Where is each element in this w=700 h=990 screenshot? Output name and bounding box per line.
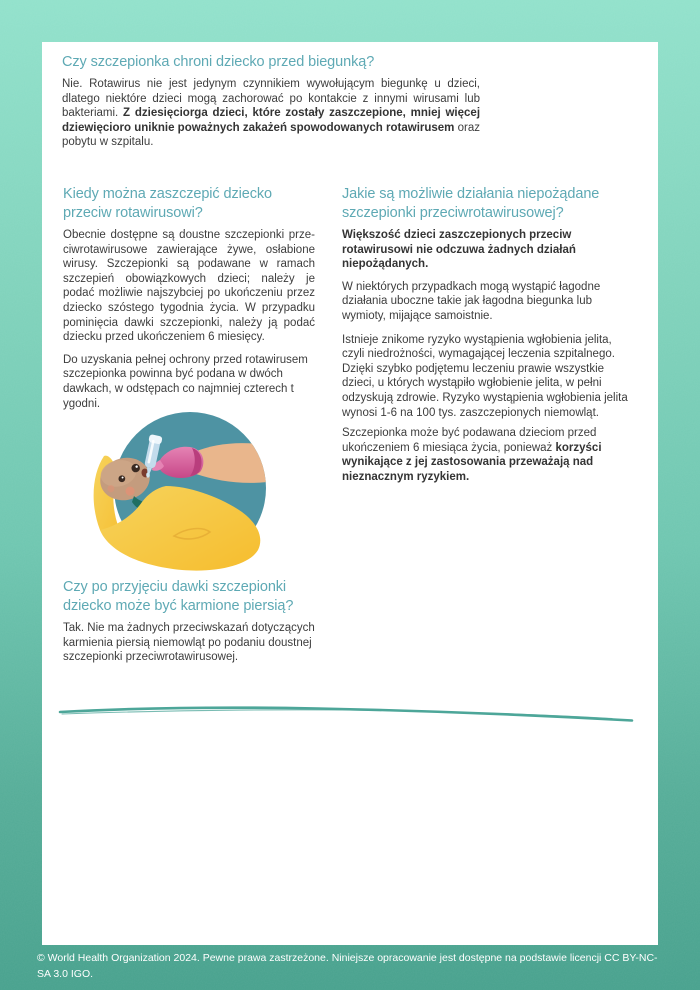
section-heading: Kiedy można zaszczepić dziecko przeciw rotawirusowi? xyxy=(63,186,272,221)
section-breastfeeding xyxy=(63,578,325,665)
baby-oral-vaccine-illustration xyxy=(90,408,340,588)
hand-drawn-divider xyxy=(56,703,638,727)
section-body xyxy=(62,77,480,150)
section-paragraph: W niektórych przypadkach mogą wystąpić łagodne działania uboczne takie jak łagodna biegunka lub wymioty, mijające samoistnie. xyxy=(342,280,601,322)
section-paragraph: Istnieje znikome ryzyko wystąpienia wgłobienia jelita, czyli niedrożności, wymagającej leczenia szpitalnego. Dzięki szybko podjętemu leczeniu prawie wszystkie dzieci, u których wystąpiło wgłobienie jelita, w pełni odzyskują zdrowie. Ryzyko wystąpienia wgłobienia jelita wynosi 1-6 na 100 tys. zaszczepionych niemowląt. xyxy=(342,333,628,419)
copyright-footer: © World Health Organization 2024. Pewne prawa zastrzeżone. Niniejsze opracowanie jest dostępne na podstawie licencji CC BY-NC-SA 3.0 IGO. xyxy=(37,952,658,980)
section-paragraph: Do uzyskania pełnej ochrony przed rotawirusem szczepionka powinna być podana w dwóch dawkach, w odstępach co najmniej czterech t ygodni. xyxy=(63,353,308,410)
body-text-bold: Z dziesięciorga dzieci, które zostały zaszczepione, mniej więcej dziewięcioro uniknie poważnych zakażeń spowodowanych rotawirusem xyxy=(62,107,481,134)
section-lead xyxy=(342,228,629,272)
lead-text-bold: Większość dzieci zaszczepionych przeciw rotawirusowi nie odczuwa żadnych działań niepożądanych. xyxy=(342,229,576,271)
section-side-effects xyxy=(342,185,629,485)
body-text: oraz pobytu w szpitalu. xyxy=(62,121,480,149)
document-page xyxy=(42,42,658,945)
section-heading: Czy po przyjęciu dawki szczepionki dziecko może być karmione piersią? xyxy=(63,579,294,614)
section-when-to-vaccinate xyxy=(63,185,315,411)
section-paragraph xyxy=(342,426,629,484)
section-heading: Jakie są możliwie działania niepożądane szczepionki przeciwrotawirusowej? xyxy=(342,186,600,221)
section-paragraph: Tak. Nie ma żadnych przeciwskazań dotyczących karmienia piersią niemowląt po podaniu doustnej szczepionki przeciwrotawirusowej. xyxy=(63,622,315,664)
body-text: Szczepionka może być podawana dzieciom przed ukończeniem 6 miesiąca życia, ponieważ xyxy=(342,427,597,454)
body-text: Nie. Rotawirus nie jest jedynym czynnikiem wywołującym biegunkę u dzieci, dlatego niektóre dzieci mogą zachorować po kontakcie z innymi wirusami lub bakteriami. xyxy=(62,78,480,120)
vaccine-drop xyxy=(146,472,150,477)
section-heading: Czy szczepionka chroni dziecko przed biegunką? xyxy=(62,54,375,70)
section-paragraph: Obecnie dostępne są doustne szczepionki przeciwrotawirusowe zawierające żywe, osłabione wirusy. Szczepionki są podawane w ramach szczepień obowiązkowych dzieci; należy je podać możliwie najszybciej po ukończeniu przez dziecko szóstego tygodnia życia. W przypadku pominięcia dawki szczepionki, należy ją podać dziecku przed ukończeniem 6 miesięcy. xyxy=(63,229,315,344)
section-diarrhea-protection xyxy=(62,53,480,150)
body-text-bold: korzyści wynikające z jej zastosowania przeważają nad nieznacznym ryzykiem. xyxy=(342,441,602,483)
